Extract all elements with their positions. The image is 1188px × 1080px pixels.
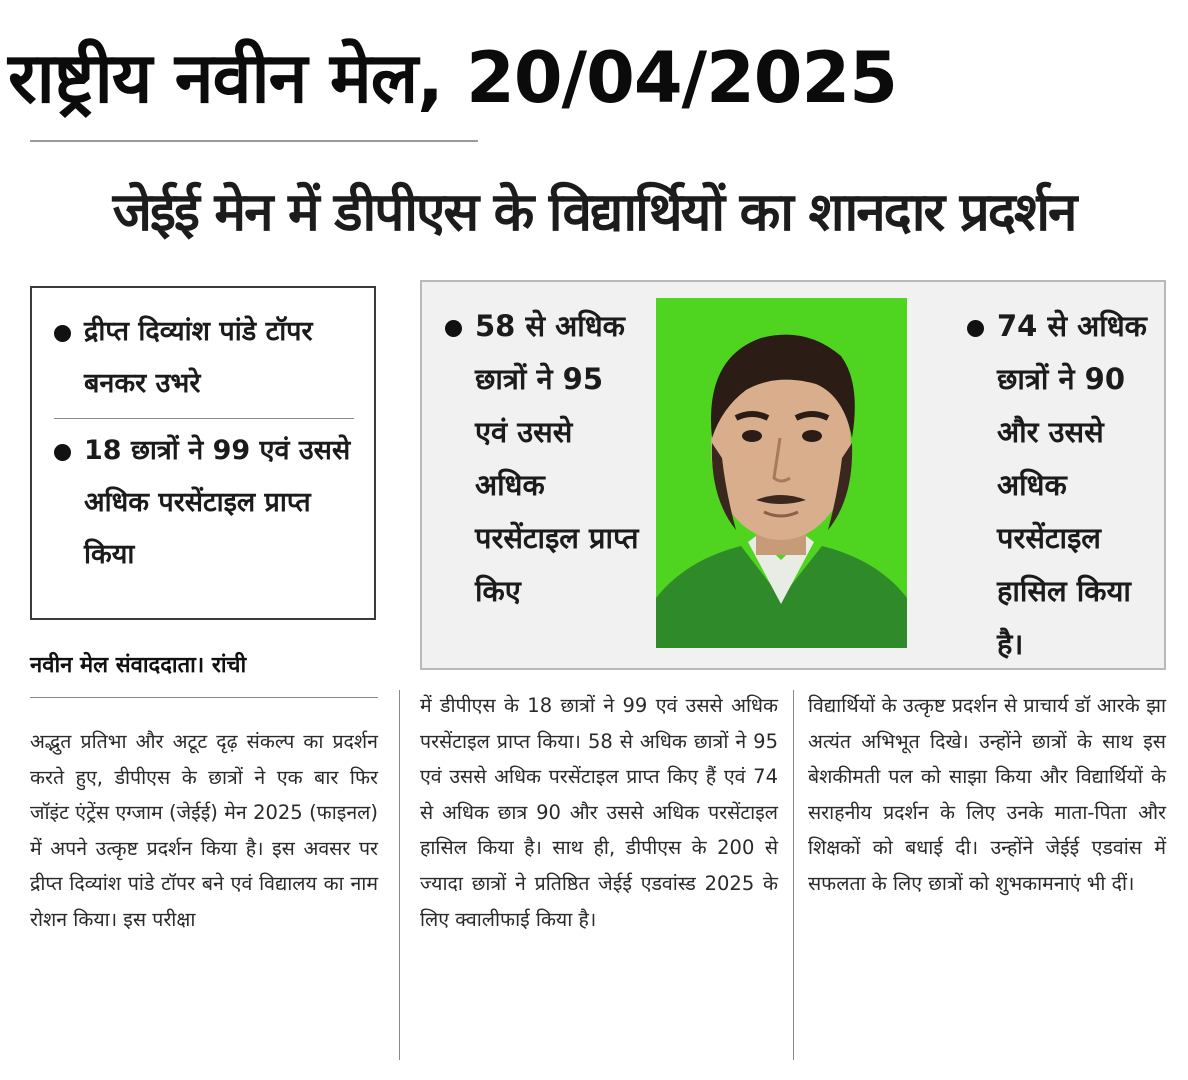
bullet-icon [445, 320, 462, 337]
stat-right [997, 300, 1162, 671]
stat-right-text: 74 से अधिक छात्रों ने 90 और उससे अधिक परसेंटाइल हासिल किया है। [997, 309, 1147, 661]
body-column-1: अद्भुत प्रतिभा और अटूट दृढ़ संकल्प का प्रदर्शन करते हुए, डीपीएस के छात्रों ने एक बार फिर जॉइंट एंट्रेंस एग्जाम (जेईई) मेन 2025 (फाइनल) में अपने उत्कृष्ट प्रदर्शन किया है। इस अवसर पर द्रीप्त दिव्यांश पांडे टॉपर बने एवं विद्यालय का नाम रोशन किया। इस परीक्षा [30, 730, 378, 931]
portrait-eye-right [802, 430, 822, 442]
highlights-box [30, 286, 376, 620]
column-divider [793, 690, 794, 1060]
masthead: राष्ट्रीय नवीन मेल, 20/04/2025 [8, 37, 897, 119]
bullet-icon [54, 325, 71, 342]
bullet-icon [54, 444, 71, 461]
highlight-item [54, 306, 358, 410]
stat-left-text: 58 से अधिक छात्रों ने 95 एवं उससे अधिक परसेंटाइल प्राप्त किए [475, 309, 639, 608]
byline-rule [30, 697, 378, 698]
body-column-2: में डीपीएस के 18 छात्रों ने 99 एवं उससे अधिक परसेंटाइल प्राप्त किया। 58 से अधिक छात्रों ने 95 एवं उससे अधिक परसेंटाइल प्राप्त किए हैं एवं 74 से अधिक छात्र 90 और उससे अधिक परसेंटाइल हासिल किया है। साथ ही, डीपीएस के 200 से ज्यादा छात्रों ने प्रतिष्ठित जेईई एडवांस्ड 2025 के लिए क्वालीफाई किया है। [420, 694, 778, 931]
headline: जेईई मेन में डीपीएस के विद्यार्थियों का शानदार प्रदर्शन [112, 182, 1076, 243]
portrait-eye-left [742, 430, 762, 442]
bullet-icon [967, 320, 984, 337]
masthead-rule [30, 140, 478, 142]
byline: नवीन मेल संवाददाता। रांची [30, 653, 247, 678]
highlight-text: द्रीप्त दिव्यांश पांडे टॉपर बनकर उभरे [84, 316, 313, 399]
highlight-item [54, 425, 358, 581]
body-column-3: विद्यार्थियों के उत्कृष्ट प्रदर्शन से प्राचार्य डॉ आरके झा अत्यंत अभिभूत दिखे। उन्होंने छात्रों के साथ इस बेशकीमती पल को साझा किया और विद्यार्थियों के सराहनीय प्रदर्शन के लिए उनके माता-पिता और शिक्षकों को बधाई दी। उन्होंने जेईई एडवांस में सफलता के लिए छात्रों को शुभकामनाएं भी दीं। [808, 694, 1166, 895]
highlight-divider [54, 418, 354, 419]
student-portrait [656, 298, 907, 648]
highlight-text: 18 छात्रों ने 99 एवं उससे अधिक परसेंटाइल प्राप्त किया [84, 435, 351, 570]
stat-left [475, 300, 645, 618]
column-divider [399, 690, 400, 1060]
